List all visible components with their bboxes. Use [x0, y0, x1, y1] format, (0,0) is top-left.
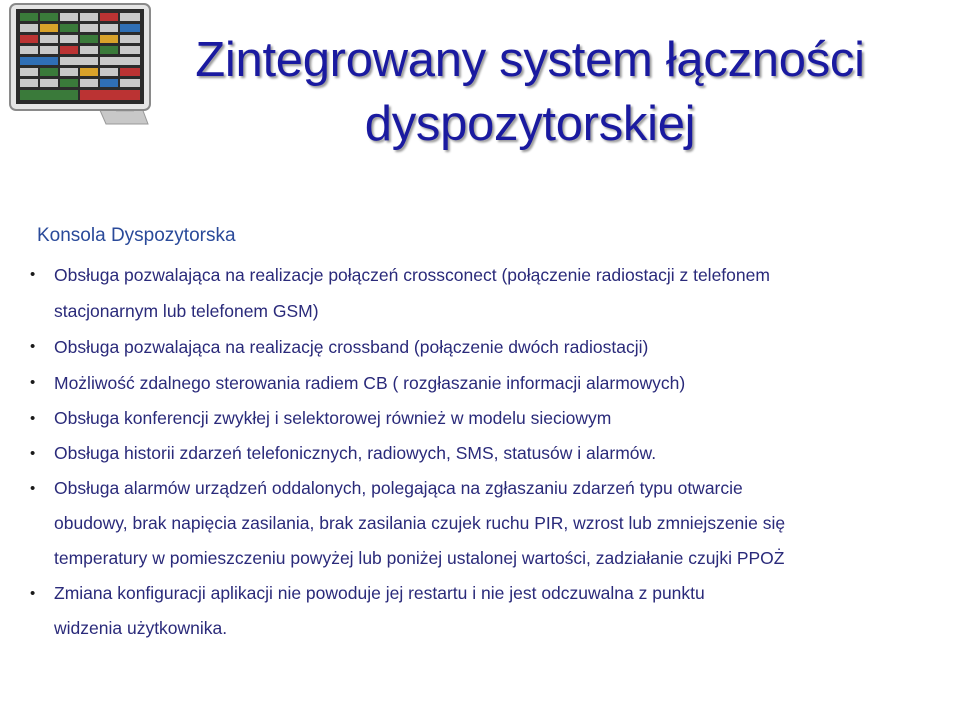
- bullet-line: temperatury w pomieszczeniu powyżej lub poniżej ustalonej wartości, zadziałanie czujki PPOŻ: [54, 548, 785, 568]
- bullet-item: [24, 471, 949, 576]
- bullet-item: [24, 436, 949, 471]
- bullet-item: [24, 257, 949, 329]
- bullet-line: Obsługa historii zdarzeń telefonicznych, radiowych, SMS, statusów i alarmów.: [54, 443, 657, 463]
- bullet-item: [24, 365, 949, 401]
- slide-title: [150, 28, 910, 156]
- bullet-dot: •: [30, 480, 36, 497]
- bullet-line: widzenia użytkownika.: [54, 618, 228, 638]
- bullet-item: [24, 401, 949, 436]
- bullet-line: obudowy, brak napięcia zasilania, brak zasilania czujek ruchu PIR, wzrost lub zmniejszenie się: [54, 513, 786, 533]
- bullet-line: Obsługa pozwalająca na realizacje połączeń crossconect (połączenie radiostacji z telefonem: [54, 265, 770, 285]
- bullet-item: [24, 329, 949, 365]
- bullet-dot: •: [30, 338, 36, 355]
- bullet-dot: •: [30, 266, 36, 283]
- slide-subtitle: Konsola Dyspozytorska: [37, 225, 236, 246]
- bullet-dot: •: [30, 410, 36, 427]
- bullet-dot: •: [30, 585, 36, 602]
- bullet-item: [24, 576, 949, 646]
- touchscreen-monitor-icon: [4, 0, 154, 130]
- bullet-dot: •: [30, 374, 36, 391]
- bullet-list: [24, 257, 949, 646]
- bullet-line: Obsługa konferencji zwykłej i selektorowej również w modelu sieciowym: [54, 408, 612, 428]
- title-line-2: dyspozytorskiej: [364, 97, 696, 151]
- bullet-line: Obsługa alarmów urządzeń oddalonych, polegająca na zgłaszaniu zdarzeń typu otwarcie: [54, 478, 743, 498]
- bullet-line: stacjonarnym lub telefonem GSM): [54, 301, 319, 321]
- bullet-line: Zmiana konfiguracji aplikacji nie powoduje jej restartu i nie jest odczuwalna z punktu: [54, 583, 705, 603]
- bullet-dot: •: [30, 445, 36, 462]
- title-line-1: Zintegrowany system łączności: [195, 33, 865, 87]
- bullet-line: Możliwość zdalnego sterowania radiem CB ( rozgłaszanie informacji alarmowych): [54, 373, 686, 393]
- bullet-line: Obsługa pozwalająca na realizację crossband (połączenie dwóch radiostacji): [54, 337, 649, 357]
